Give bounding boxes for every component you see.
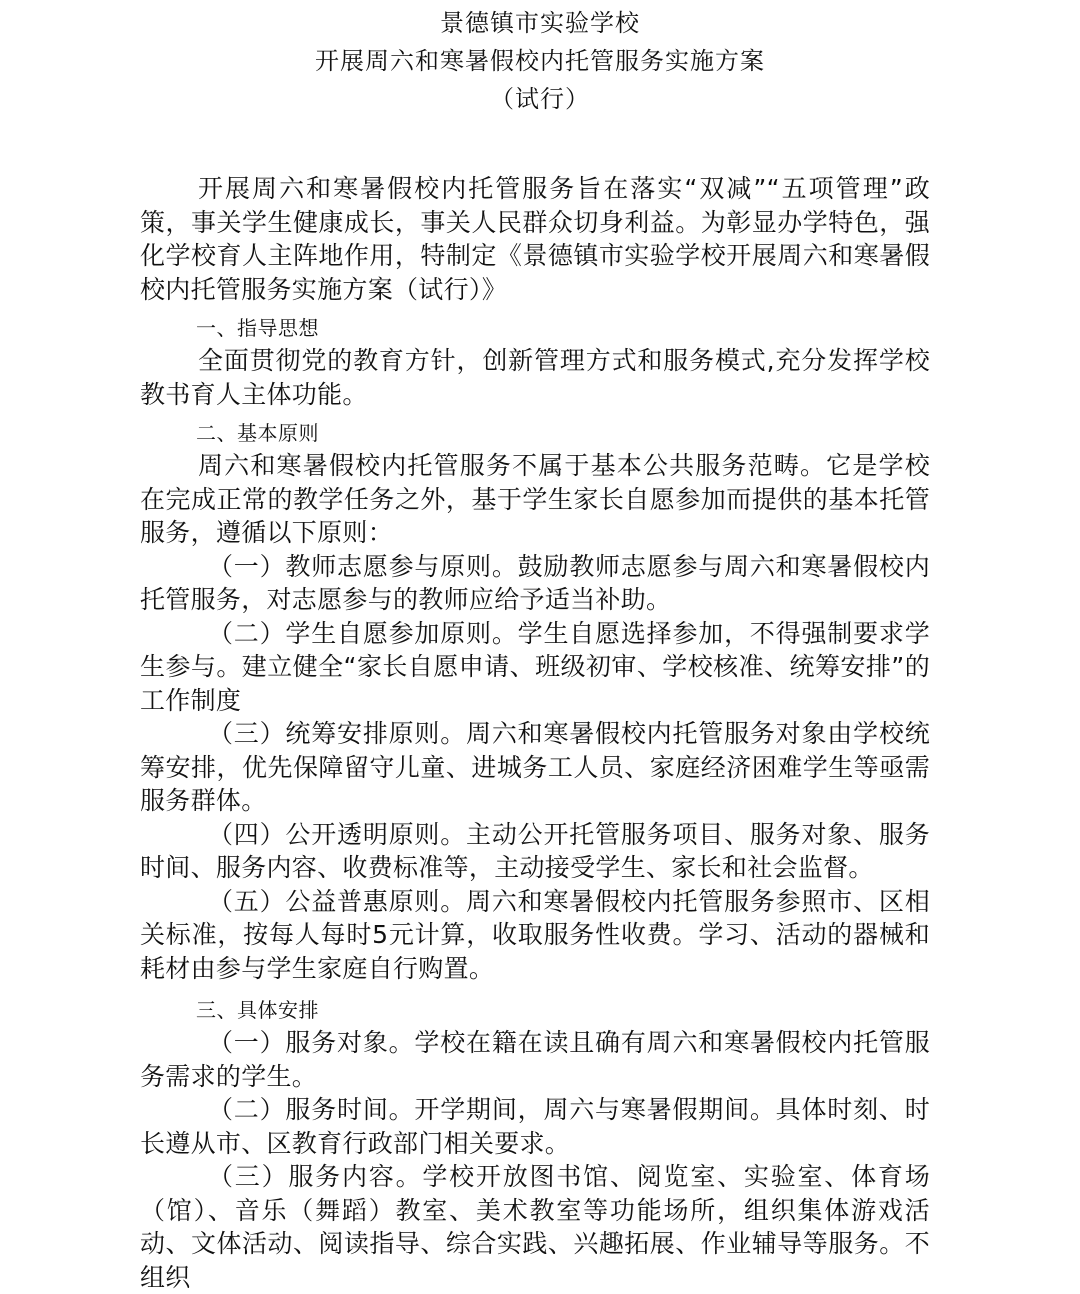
section-heading-basic-principles: 二、基本原则	[196, 421, 319, 445]
principle-item: （二）学生自愿参加原则。学生自愿选择参加，不得强制要求学生参与。建立健全“家长自愿申请、班级初审、学校核准、统筹安排”的工作制度	[140, 618, 930, 715]
principle-item: （五）公益普惠原则。周六和寒暑假校内托管服务参照市、区相关标准，按每人每时5元计算，收取服务性收费。学习、活动的器械和耗材由参与学生家庭自行购置。	[140, 886, 930, 983]
school-name: 景德镇市实验学校	[440, 9, 640, 37]
arrangement-item: （三）服务内容。学校开放图书馆、阅览室、实验室、体育场（馆）、音乐（舞蹈）教室、美术教室等功能场所，组织集体游戏活动、文体活动、阅读指导、综合实践、兴趣拓展、作业辅导等服务。不组织	[140, 1162, 930, 1292]
section-heading-specific-arrangements: 三、具体安排	[196, 998, 319, 1022]
principle-item: （一）教师志愿参与原则。鼓励教师志愿参与周六和寒暑假校内托管服务，对志愿参与的教师应给予适当补助。	[140, 551, 930, 614]
arrangement-item: （二）服务时间。开学期间，周六与寒暑假期间。具体时刻、时长遵从市、区教育行政部门相关要求。	[140, 1095, 930, 1158]
principle-item: （四）公开透明原则。主动公开托管服务项目、服务对象、服务时间、服务内容、收费标准等，主动接受学生、家长和社会监督。	[140, 819, 930, 882]
guiding-ideology-paragraph: 全面贯彻党的教育方针，创新管理方式和服务模式,充分发挥学校教书育人主体功能。	[140, 346, 930, 409]
principle-item: （三）统筹安排原则。周六和寒暑假校内托管服务对象由学校统筹安排，优先保障留守儿童、进城务工人员、家庭经济困难学生等亟需服务群体。	[140, 719, 930, 815]
document-body	[140, 172, 930, 1294]
basic-principles-paragraph: 周六和寒暑假校内托管服务不属于基本公共服务范畴。它是学校在完成正常的教学任务之外，基于学生家长自愿参加而提供的基本托管服务，遵循以下原则：	[140, 451, 930, 547]
document-title: 开展周六和寒暑假校内托管服务实施方案	[315, 47, 765, 75]
document-subtitle: （试行）	[490, 85, 590, 113]
section-heading-guiding-ideology: 一、指导思想	[196, 316, 319, 340]
arrangement-item: （一）服务对象。学校在籍在读且确有周六和寒暑假校内托管服务需求的学生。	[140, 1028, 930, 1091]
document-title-block	[0, 4, 1080, 118]
intro-paragraph: 开展周六和寒暑假校内托管服务旨在落实“双减”“五项管理”政策，事关学生健康成长，事关人民群众切身利益。为彰显办学特色，强化学校育人主阵地作用，特制定《景德镇市实验学校开展周六和寒暑假校内托管服务实施方案（试行）》	[140, 174, 930, 304]
